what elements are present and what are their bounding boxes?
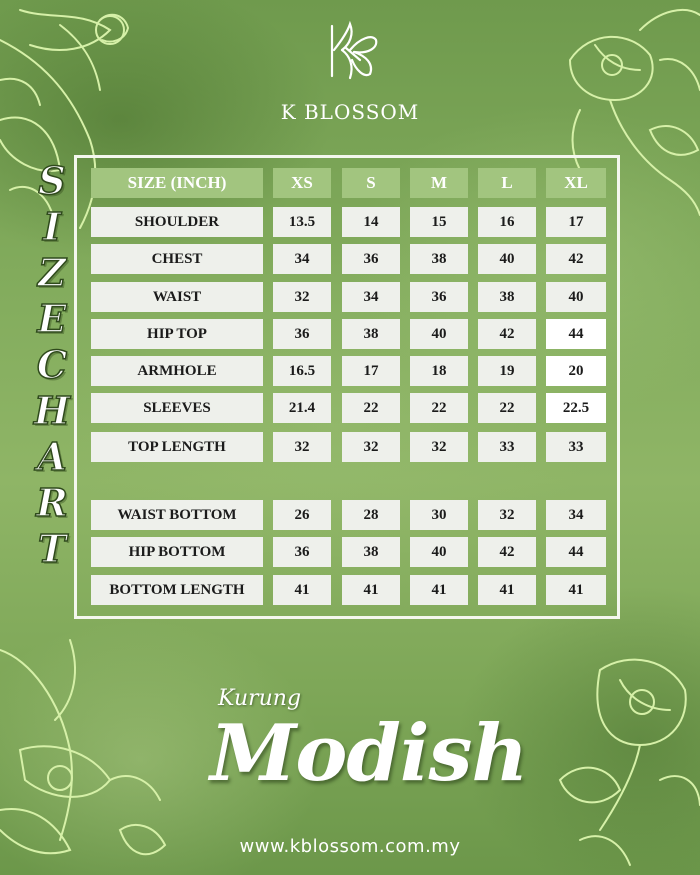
- value-cell: 38: [342, 537, 400, 567]
- value-cell: 40: [478, 244, 536, 274]
- value-cell: 32: [273, 432, 331, 462]
- row-label-hip-bottom: HIP BOTTOM: [91, 537, 263, 567]
- value-cell: 14: [342, 207, 400, 237]
- row-label-top-length: TOP LENGTH: [91, 432, 263, 462]
- row-label-chest: CHEST: [91, 244, 263, 274]
- value-cell: 38: [410, 244, 468, 274]
- value-cell: 22: [342, 393, 400, 423]
- value-cell: 38: [478, 282, 536, 312]
- value-cell: 22: [410, 393, 468, 423]
- value-cell: 41: [342, 575, 400, 605]
- value-cell: 17: [342, 356, 400, 386]
- value-cell: 36: [273, 537, 331, 567]
- title-letter: H: [34, 388, 70, 433]
- value-cell: 36: [410, 282, 468, 312]
- value-cell: 19: [478, 356, 536, 386]
- value-cell: 26: [273, 500, 331, 530]
- value-cell: 32: [478, 500, 536, 530]
- value-cell: 34: [546, 500, 606, 530]
- value-cell: 18: [410, 356, 468, 386]
- value-cell: 41: [410, 575, 468, 605]
- row-label-armhole: ARMHOLE: [91, 356, 263, 386]
- value-cell: 42: [478, 319, 536, 349]
- kb-butterfly-logo-icon: [320, 20, 380, 82]
- value-cell: 21.4: [273, 393, 331, 423]
- value-cell: 40: [546, 282, 606, 312]
- value-cell: 13.5: [273, 207, 331, 237]
- value-cell: 32: [273, 282, 331, 312]
- title-letter: A: [37, 434, 67, 479]
- header-size-inch: SIZE (INCH): [91, 168, 263, 198]
- title-letter: Z: [38, 250, 66, 295]
- value-cell: 44: [546, 319, 606, 349]
- value-cell: 34: [273, 244, 331, 274]
- header-size-xs: XS: [273, 168, 331, 198]
- row-label-shoulder: SHOULDER: [91, 207, 263, 237]
- value-cell: 34: [342, 282, 400, 312]
- value-cell: 41: [273, 575, 331, 605]
- title-letter: S: [38, 158, 66, 203]
- website-url: www.kblossom.com.my: [239, 836, 461, 857]
- value-cell: 16: [478, 207, 536, 237]
- value-cell: 20: [546, 356, 606, 386]
- value-cell: 41: [478, 575, 536, 605]
- value-cell: 36: [342, 244, 400, 274]
- value-cell: 33: [546, 432, 606, 462]
- value-cell: 15: [410, 207, 468, 237]
- row-label-sleeves: SLEEVES: [91, 393, 263, 423]
- brand-name: K BLOSSOM: [280, 100, 420, 124]
- title-letter: I: [43, 204, 61, 249]
- value-cell: 41: [546, 575, 606, 605]
- title-letter: R: [36, 480, 68, 525]
- product-line-label: Kurung: [218, 686, 302, 711]
- size-chart-vertical-title: [30, 158, 74, 572]
- value-cell: 30: [410, 500, 468, 530]
- row-label-waist: WAIST: [91, 282, 263, 312]
- title-letter: C: [36, 342, 68, 387]
- value-cell: 33: [478, 432, 536, 462]
- value-cell: 38: [342, 319, 400, 349]
- row-label-waist-bottom: WAIST BOTTOM: [91, 500, 263, 530]
- value-cell: 32: [342, 432, 400, 462]
- value-cell: 28: [342, 500, 400, 530]
- header-size-m: M: [410, 168, 468, 198]
- value-cell: 42: [546, 244, 606, 274]
- value-cell: 22.5: [546, 393, 606, 423]
- value-cell: 16.5: [273, 356, 331, 386]
- value-cell: 44: [546, 537, 606, 567]
- header-size-s: S: [342, 168, 400, 198]
- title-letter: E: [37, 296, 67, 341]
- value-cell: 40: [410, 319, 468, 349]
- value-cell: 22: [478, 393, 536, 423]
- value-cell: 42: [478, 537, 536, 567]
- value-cell: 36: [273, 319, 331, 349]
- row-label-bottom-length: BOTTOM LENGTH: [91, 575, 263, 605]
- row-label-hip-top: HIP TOP: [91, 319, 263, 349]
- value-cell: 32: [410, 432, 468, 462]
- value-cell: 40: [410, 537, 468, 567]
- header-size-xl: XL: [546, 168, 606, 198]
- value-cell: 17: [546, 207, 606, 237]
- header-size-l: L: [478, 168, 536, 198]
- title-letter: T: [37, 526, 67, 571]
- product-name: Modish: [210, 708, 528, 799]
